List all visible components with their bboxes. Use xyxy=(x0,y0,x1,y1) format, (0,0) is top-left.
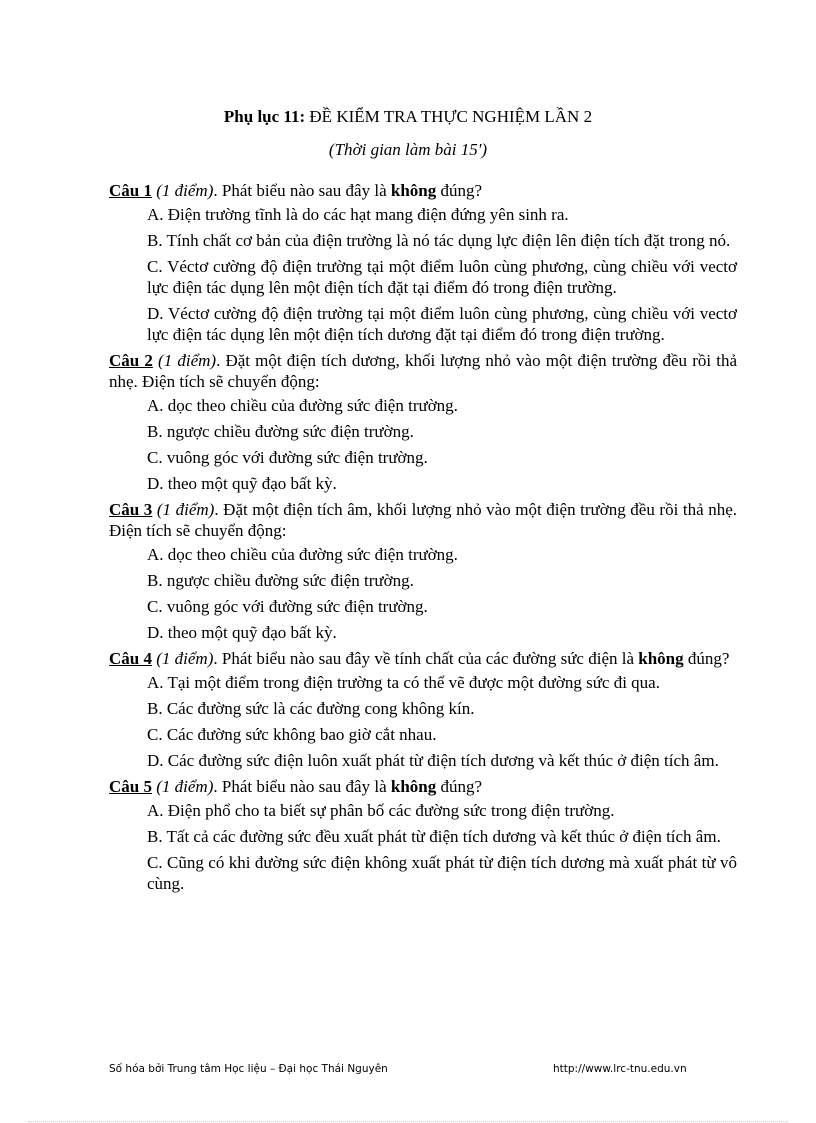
answer-option: A. Điện trường tĩnh là do các hạt mang điện đứng yên sinh ra. xyxy=(147,205,569,224)
answer-option: D. Véctơ cường độ điện trường tại một điểm luôn cùng phương, cùng chiều với vectơ lực điện tác dụng lên một điện tích dương đặt tại điểm đó trong điện trường. xyxy=(147,304,737,344)
answer-option: B. ngược chiều đường sức điện trường. xyxy=(147,422,414,441)
question-emphasis: không xyxy=(390,777,437,796)
answer-option: A. dọc theo chiều của đường sức điện trường. xyxy=(147,545,458,564)
answer-option: B. Tính chất cơ bản của điện trường là nó tác dụng lực điện lên điện tích đặt trong nó. xyxy=(147,231,731,250)
question-label: Câu 2 xyxy=(109,351,153,370)
question-emphasis: không xyxy=(390,181,437,200)
page-subtitle: (Thời gian làm bài 15') xyxy=(328,140,488,159)
question-label: Câu 4 xyxy=(109,649,152,668)
question-list xyxy=(109,180,737,899)
answer-option: C. Véctơ cường độ điện trường tại một điểm luôn cùng phương, cùng chiều với vectơ lực điện tác dụng lên một điện tích đặt tại điểm đó trong điện trường. xyxy=(147,257,737,297)
question-text-end: đúng? xyxy=(683,649,730,668)
question-text-end: đúng? xyxy=(436,777,483,796)
question-text: . Đặt một điện tích dương, khối lượng nhỏ vào một điện trường đều rồi thả nhẹ. Điện tích sẽ chuyển động: xyxy=(109,351,738,391)
question-1 xyxy=(109,180,737,201)
question-label: Câu 1 xyxy=(109,181,152,200)
question-points: (1 điểm) xyxy=(156,181,214,200)
answer-option: D. Các đường sức điện luôn xuất phát từ điện tích dương và kết thúc ở điện tích âm. xyxy=(147,751,719,770)
question-4 xyxy=(109,648,737,669)
question-text: . Đặt một điện tích âm, khối lượng nhỏ vào một điện trường đều rồi thả nhẹ. Điện tích sẽ chuyển động: xyxy=(109,500,738,540)
answer-option: D. theo một quỹ đạo bất kỳ. xyxy=(147,474,337,493)
question-label: Câu 3 xyxy=(109,500,153,519)
page-divider xyxy=(28,1121,788,1122)
answer-option: D. theo một quỹ đạo bất kỳ. xyxy=(147,623,337,642)
question-3 xyxy=(109,499,737,541)
answer-option: B. Các đường sức là các đường cong không kín. xyxy=(147,699,475,718)
title-text: ĐỀ KIỂM TRA THỰC NGHIỆM LẦN 2 xyxy=(305,107,593,126)
answer-option: C. Cũng có khi đường sức điện không xuất phát từ điện tích dương mà xuất phát từ vô cùng. xyxy=(147,853,737,893)
answer-option: B. Tất cả các đường sức đều xuất phát từ điện tích dương và kết thúc ở điện tích âm. xyxy=(147,827,721,846)
page-title xyxy=(0,107,816,127)
footer-source: Số hóa bởi Trung tâm Học liệu – Đại học Thái Nguyên xyxy=(109,1063,388,1075)
question-5 xyxy=(109,776,737,797)
question-text-end: đúng? xyxy=(436,181,483,200)
question-text: . Phát biểu nào sau đây về tính chất của các đường sức điện là xyxy=(213,649,639,668)
footer-url[interactable]: http://www.lrc-tnu.edu.vn xyxy=(553,1063,687,1075)
answer-option: A. Tại một điểm trong điện trường ta có thể vẽ được một đường sức đi qua. xyxy=(147,673,660,692)
question-points: (1 điểm) xyxy=(156,500,215,519)
question-text: . Phát biểu nào sau đây là xyxy=(213,181,391,200)
answer-option: A. Điện phổ cho ta biết sự phân bố các đường sức trong điện trường. xyxy=(147,801,615,820)
question-points: (1 điểm) xyxy=(156,777,214,796)
answer-option: B. ngược chiều đường sức điện trường. xyxy=(147,571,414,590)
question-2 xyxy=(109,350,737,392)
answer-option: C. Các đường sức không bao giờ cắt nhau. xyxy=(147,725,437,744)
question-points: (1 điểm) xyxy=(156,649,214,668)
answer-option: C. vuông góc với đường sức điện trường. xyxy=(147,597,428,616)
question-label: Câu 5 xyxy=(109,777,152,796)
question-text: . Phát biểu nào sau đây là xyxy=(213,777,391,796)
question-emphasis: không xyxy=(638,649,684,668)
answer-option: A. dọc theo chiều của đường sức điện trường. xyxy=(147,396,458,415)
question-points: (1 điểm) xyxy=(158,351,217,370)
answer-option: C. vuông góc với đường sức điện trường. xyxy=(147,448,428,467)
title-prefix: Phụ lục 11: xyxy=(223,107,306,126)
